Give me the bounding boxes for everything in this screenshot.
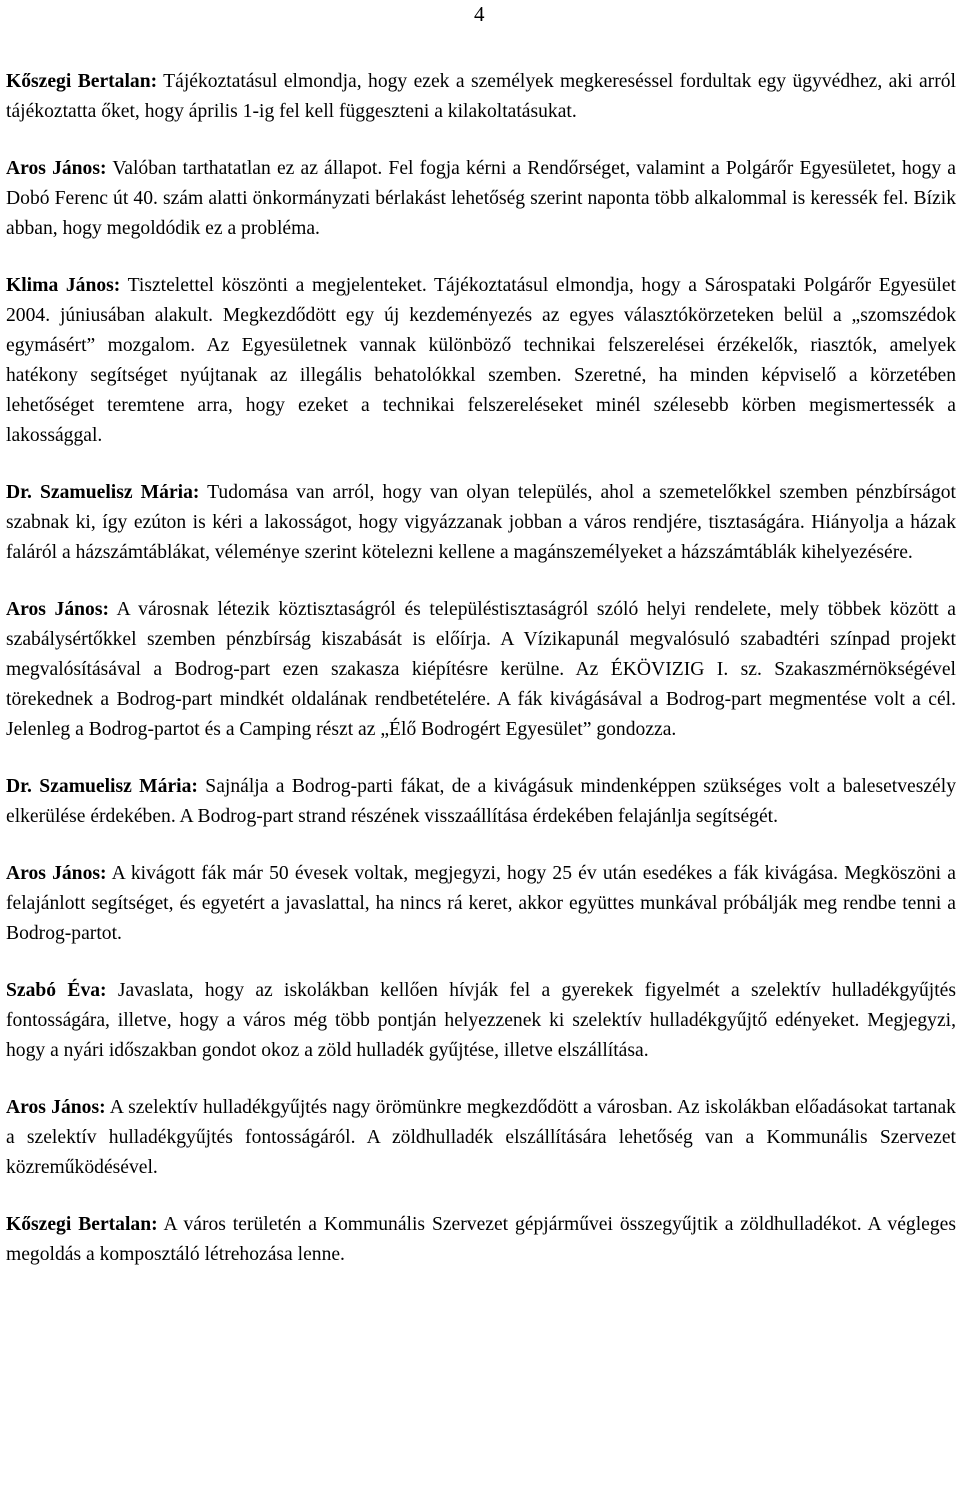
paragraph (6, 271, 956, 451)
paragraph-text: A város területén a Kommunális Szervezet gépjárművei összegyűjtik a zöldhulladékot. A végleges megoldás a komposztáló létrehozása lenne. (6, 1214, 956, 1265)
speaker-name: Dr. Szamuelisz Mária: (6, 482, 200, 503)
page-number: 4 (474, 2, 485, 26)
paragraph-text: A kivágott fák már 50 évesek voltak, megjegyzi, hogy 25 év után esedékes a fák kivágása. Megköszöni a felajánlott segítséget, és egyetért a javaslattal, ha nincs rá keret, akkor együttes munkával próbálják meg rendbe tenni a Bodrog-partot. (6, 863, 956, 944)
paragraph (6, 478, 956, 568)
paragraph-text: A városnak létezik köztisztaságról és településtisztaságról szóló helyi rendelete, mely többek között a szabálysértőkkel szemben pénzbírság kiszabását is előírja. A Vízikapunál megvalósuló szabadtéri színpad projekt megvalósításával a Bodrog-part ezen szakasza kiépítésre kerülne. Az ÉKÖVIZIG I. sz. Szakaszmérnökségével törekednek a Bodrog-part mindkét oldalának rendbetételére. A fák kivágásával a Bodrog-part megmentése volt a cél. Jelenleg a Bodrog-partot és a Camping részt az „Élő Bodrogért Egyesület” gondozza. (6, 599, 956, 740)
paragraph (6, 1210, 956, 1270)
paragraph-text: Tisztelettel köszönti a megjelenteket. Tájékoztatásul elmondja, hogy a Sárospataki Polgárőr Egyesület 2004. júniusában alakult. Megkezdődött egy új kezdeményezés az egyes választókörzeteken belül a „szomszédok egymásért” mozgalom. Az Egyesületnek vannak különböző technikai felszerelései érzékelők, riasztók, amelyek hatékony segítséget nyújtanak az illegális behatolókkal szemben. Szeretné, ha minden képviselő a körzetében lehetőséget teremtene arra, hogy ezeket a technikai felszereléseket minél szélesebb körben megismertessék a lakossággal. (6, 275, 956, 446)
document-body (6, 67, 956, 1297)
paragraph-text: Tudomása van arról, hogy van olyan település, ahol a szemetelőkkel szemben pénzbírságot szabnak ki, így ezúton is kéri a lakosságot, hogy vigyázzanak jobban a város rendjére, tisztaságára. Hiányolja a házak faláról a házszámtáblákat, véleménye szerint kötelezni kellene a magánszemélyeket a házszámtáblák kihelyezésére. (6, 482, 956, 563)
speaker-name: Aros János: (6, 1097, 106, 1118)
paragraph (6, 859, 956, 949)
paragraph-text: Sajnálja a Bodrog-parti fákat, de a kivágásuk mindenképpen szükséges volt a balesetveszély elkerülése érdekében. A Bodrog-part strand részének visszaállítása érdekében felajánlja segítségét. (6, 776, 956, 827)
speaker-name: Aros János: (6, 599, 109, 620)
paragraph-text: Valóban tarthatatlan ez az állapot. Fel fogja kérni a Rendőrséget, valamint a Polgárőr Egyesületet, hogy a Dobó Ferenc út 40. szám alatti önkormányzati bérlakást lehetőség szerint naponta több alkalommal is keressék fel. Bízik abban, hogy megoldódik ez a probléma. (6, 158, 956, 239)
paragraph-text: Javaslata, hogy az iskolákban kellően hívják fel a gyerekek figyelmét a szelektív hulladékgyűjtés fontosságára, illetve, hogy a város még több pontján helyezzenek ki szelektív hulladékgyűjtő edényeket. Megjegyzi, hogy a nyári időszakban gondot okoz a zöld hulladék gyűjtése, illetve elszállítása. (6, 980, 957, 1061)
paragraph-text: Tájékoztatásul elmondja, hogy ezek a személyek megkereséssel fordultak egy ügyvédhez, aki arról tájékoztatta őket, hogy április 1-ig fel kell függeszteni a kilakoltatásukat. (6, 71, 956, 122)
paragraph (6, 772, 956, 832)
speaker-name: Kőszegi Bertalan: (6, 71, 158, 92)
speaker-name: Dr. Szamuelisz Mária: (6, 776, 198, 797)
paragraph (6, 595, 956, 745)
speaker-name: Aros János: (6, 158, 107, 179)
paragraph (6, 976, 956, 1066)
speaker-name: Aros János: (6, 863, 107, 884)
speaker-name: Szabó Éva: (6, 980, 107, 1001)
paragraph (6, 1093, 956, 1183)
paragraph (6, 154, 956, 244)
paragraph-text: A szelektív hulladékgyűjtés nagy örömünkre megkezdődött a városban. Az iskolákban előadásokat tartanak a szelektív hulladékgyűjtés fontosságáról. A zöldhulladék elszállítására lehetőség van a Kommunális Szervezet közreműködésével. (6, 1097, 956, 1178)
speaker-name: Kőszegi Bertalan: (6, 1214, 158, 1235)
speaker-name: Klima János: (6, 275, 121, 296)
paragraph (6, 67, 956, 127)
